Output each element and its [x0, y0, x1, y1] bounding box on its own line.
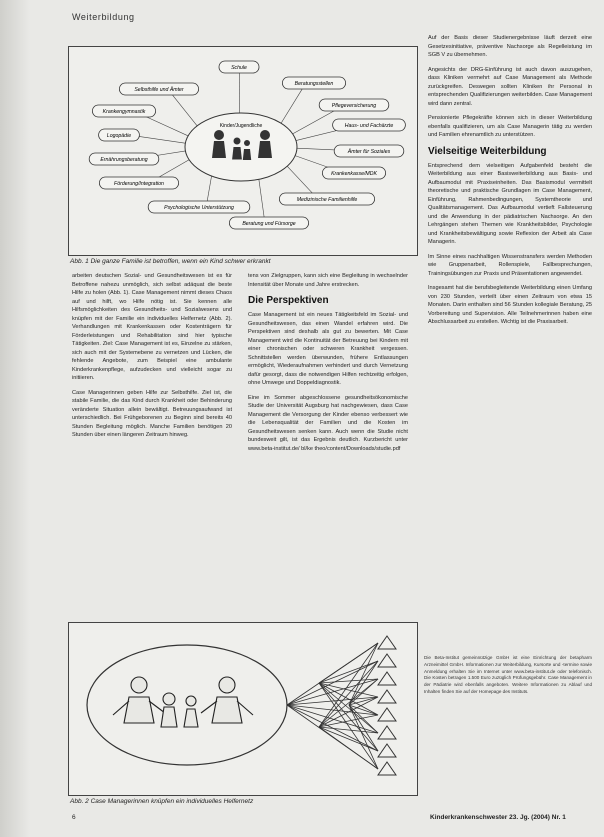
paragraph: Insgesamt hat die berufsbegleitende Weiterbildung einen Umfang von 230 Stunden, verteilt über einen Zeitraum von etwa 15 Monaten. Darin enthalten sind 56 Stunden kollegiale Beratung, 25 Vorbereitung und Supervision. Alle Teilnehmerinnen haben eine Abschlussarbeit zu erstellen. Wichtig ist die Praxisarbeit. [428, 285, 592, 325]
connector-line [279, 87, 304, 127]
helper-triangle-icon [378, 690, 396, 703]
sidenote-box: Die Beta-Institut gemeinnützige GmbH ist eine Einrichtung der betapharm Arzneimittel GmbH. Informationen zur Weiterbildung, Kursorte und -termine sowie Anmeldung erhalten Sie im Internet unter www.beta-institut.de oder telefonisch. Die Kosten betragen 1.500 Euro zuzüglich Prüfungsgebühr. Case Management in der Pädiatrie wird ebenfalls angeboten. Weitere Informationen zu Ablauf und Inhalten finden Sie auf der Homepage des Instituts. [424, 655, 592, 694]
connector-line [284, 163, 315, 196]
helper-triangle-icon [378, 762, 396, 775]
scan-shadow [0, 0, 30, 837]
helper-triangle-icon [378, 708, 396, 721]
service-node-label: Schule [231, 65, 247, 71]
figure-helper-network [68, 622, 418, 796]
helper-triangle-icon [378, 654, 396, 667]
paragraph: Pensionierte Pflegekräfte können sich in dieser Weiterbildung ebenfalls qualifizieren, um als Case Managerin tätig zu werden und Familien ehrenamtlich zu unterstützen. [428, 115, 592, 138]
column-left [72, 272, 232, 446]
heading-weiterbildung: Vielseitige Weiterbildung [428, 145, 547, 157]
service-node-label: Psychologische Unterstützung [164, 205, 234, 211]
helper-triangle-icon [378, 636, 396, 649]
service-node-label: Ämter für Soziales [347, 149, 391, 155]
heading-perspektiven: Die Perspektiven [248, 295, 329, 306]
paragraph: Case Managerinnen geben Hilfe zur Selbsthilfe. Ziel ist, die stabile Familie, die das Kind durch Krankheit oder Behinderung veränderte Situation allein bewältigt. Betreuungsaufwand ist unterschiedlich. Bei Frühgeborenen zu Beginn sind bereits 40 Stunden Begleitung möglich. Manche Familien benötigen 20 Stunden über einen längeren Zeitraum hinweg. [72, 389, 232, 438]
paragraph: Auf der Basis dieser Studienergebnisse läuft derzeit eine Gesetzesinitiative, präventive Nachsorge als Regelleistung im SGB V zu übernehmen. [428, 35, 592, 58]
paragraph: tens von Zielgruppen, kann sich eine Begleitung in wechselnder Intensität über Monate und Jahre erstrecken. [248, 273, 408, 288]
service-node-label: Beratung und Fürsorge [242, 221, 296, 227]
paragraph: Im Sinne eines nachhaltigen Wissenstransfers werden Methoden wie Gruppenarbeit, Rollenspiele, Fallbesprechungen, Trainingsübungen zur Praxis und Präsentationen angewendet. [428, 253, 592, 277]
column-middle [248, 272, 408, 459]
service-node-label: Pflegeversicherung [331, 103, 377, 109]
family-figures-icon [113, 677, 253, 727]
network-line [319, 643, 378, 683]
helper-triangle-icon [378, 744, 396, 757]
service-node-label: Beratungsstellen [294, 81, 334, 87]
network-line [319, 727, 378, 769]
service-node-label: Haus- und Fachärzte [344, 123, 394, 129]
service-node-label: Ernährungsberatung [100, 157, 148, 163]
column-right [428, 34, 592, 333]
helper-triangle-icon [378, 726, 396, 739]
connector-line [133, 136, 191, 144]
figure1-diagram [69, 47, 417, 255]
service-node-label: Förderung/Integration [114, 181, 164, 187]
figure-family-network [68, 46, 418, 256]
center-label: Kinder/Jugendliche [219, 123, 263, 129]
connector-line [170, 92, 200, 129]
paragraph: arbeiten deutschen Sozial- und Gesundheitswesen ist es für Betroffene nahezu unmöglich, sich selbst adäquat die beste Hilfe zu holen (Abb. 1). Case Management nimmt dieses Chaos auf und hilft, wo Hilfe nötig ist. Sie kennen alle Hilfsmöglichkeiten des Gesundheits- und Sozialwesens und knüpfen mit der Familie ein individuelles Helfernetz (Abb. 2). Verhandlungen mit Krankenkassen oder Kostenträgern für Förderleistungen und Rehabilitation sind hier typische Tätigkeiten. Ziel: Case Management ist es, Einzelne zu stärken, sich auch mit der Systemebene zu vernetzen und Lücken, die fehlende Angebote, zum Beispiel eine ambulante Kinderkrankenpflege, aufzudecken und vielleicht sogar zu initiieren. [72, 273, 232, 381]
section-header: Weiterbildung [72, 12, 135, 22]
service-node-label: Medizinische Familienhilfe [296, 197, 358, 203]
paragraph: Angesichts der DRG-Einführung ist auch davon auszugehen, dass Kliniken vermehrt auf Case Management als Methode zurückgreifen. Deswegen sollten Kliniken ihr Personal in entsprechenden Qualifizierungen weiterbilden. Case Management wird dann zentral. [428, 66, 592, 107]
paragraph: Entsprechend dem vielseitigen Aufgabenfeld besteht die Weiterbildung aus einer Basisweiterbildung aus Basis- und Aufbaumodul mit Praxiseinheiten. Das Basismodul vermittelt theoretische und praktische Grundlagen im Case Management, Einführung, Rahmenbedingungen, Systemtheorie und Qualitätsmanagement. Das Aufbaumodul vertieft Fallsteuerung und die Anwendung in der pädiatrischen Nachsorge. An den Lehrgängen stehen Themen wie Krankheitsbilder, Psychologie und Krankheitsbewältigung sowie Reflexion der Arbeit als Case Managerin. [428, 162, 592, 245]
connector-line [288, 107, 341, 136]
service-node-label: Selbsthilfe und Ämter [134, 87, 184, 93]
service-node-label: Krankenkasse/MDK [331, 171, 377, 177]
service-node-label: Krankengymnastik [102, 109, 146, 115]
figure1-caption: Abb. 1 Die ganze Familie ist betroffen, wenn ein Kind schwer erkrankt [70, 258, 271, 265]
figure2-caption: Abb. 2 Case Managerinnen knüpfen ein individuelles Helfernetz [70, 798, 254, 805]
figure2-diagram [69, 623, 417, 795]
connector-line [258, 175, 264, 217]
network-line [319, 679, 378, 727]
journal-footer: Kinderkrankenschwester 23. Jg. (2004) Nr. 1 [430, 814, 566, 821]
service-node-label: Logopädie [106, 133, 132, 139]
helper-triangle-icon [378, 672, 396, 685]
page-number: 6 [72, 814, 76, 821]
paragraph: Case Management ist ein neues Tätigkeitsfeld im Sozial- und Gesundheitswesen, das einen Wandel erfahren wird. Die Perspektiven sind deshalb als gut zu bewerten. Mit Case Management wird die Kontinuität der Betreuung bei Kindern mit einer chronischen oder schweren Krankheit vergessen. Schnittstellen werden überwunden, frühere Entlassungen ermöglicht, Wiederaufnahmen verhindert und durch Vernetzung dafür gesorgt, dass die notwendigen Hilfen rechtzeitig erfolgen, ohne Umwege und Doppeldiagnostik. [248, 312, 408, 386]
paragraph: Eine im Sommer abgeschlossene gesundheitsökonomische Studie der Universität Augsburg hat nachgewiesen, dass Case Management die Versorgung der Kinder ebenso verbessert wie die Lebensqualität der Familien und die Kosten im Gesundheitswesen senken kann. Auch wenn die Studie nicht bundesweit gilt, ist das Ergebnis deutlich. Kurzbericht unter www.beta-institut.de/ bl/ke theo/content/Downloads/studie.pdf [248, 394, 408, 452]
